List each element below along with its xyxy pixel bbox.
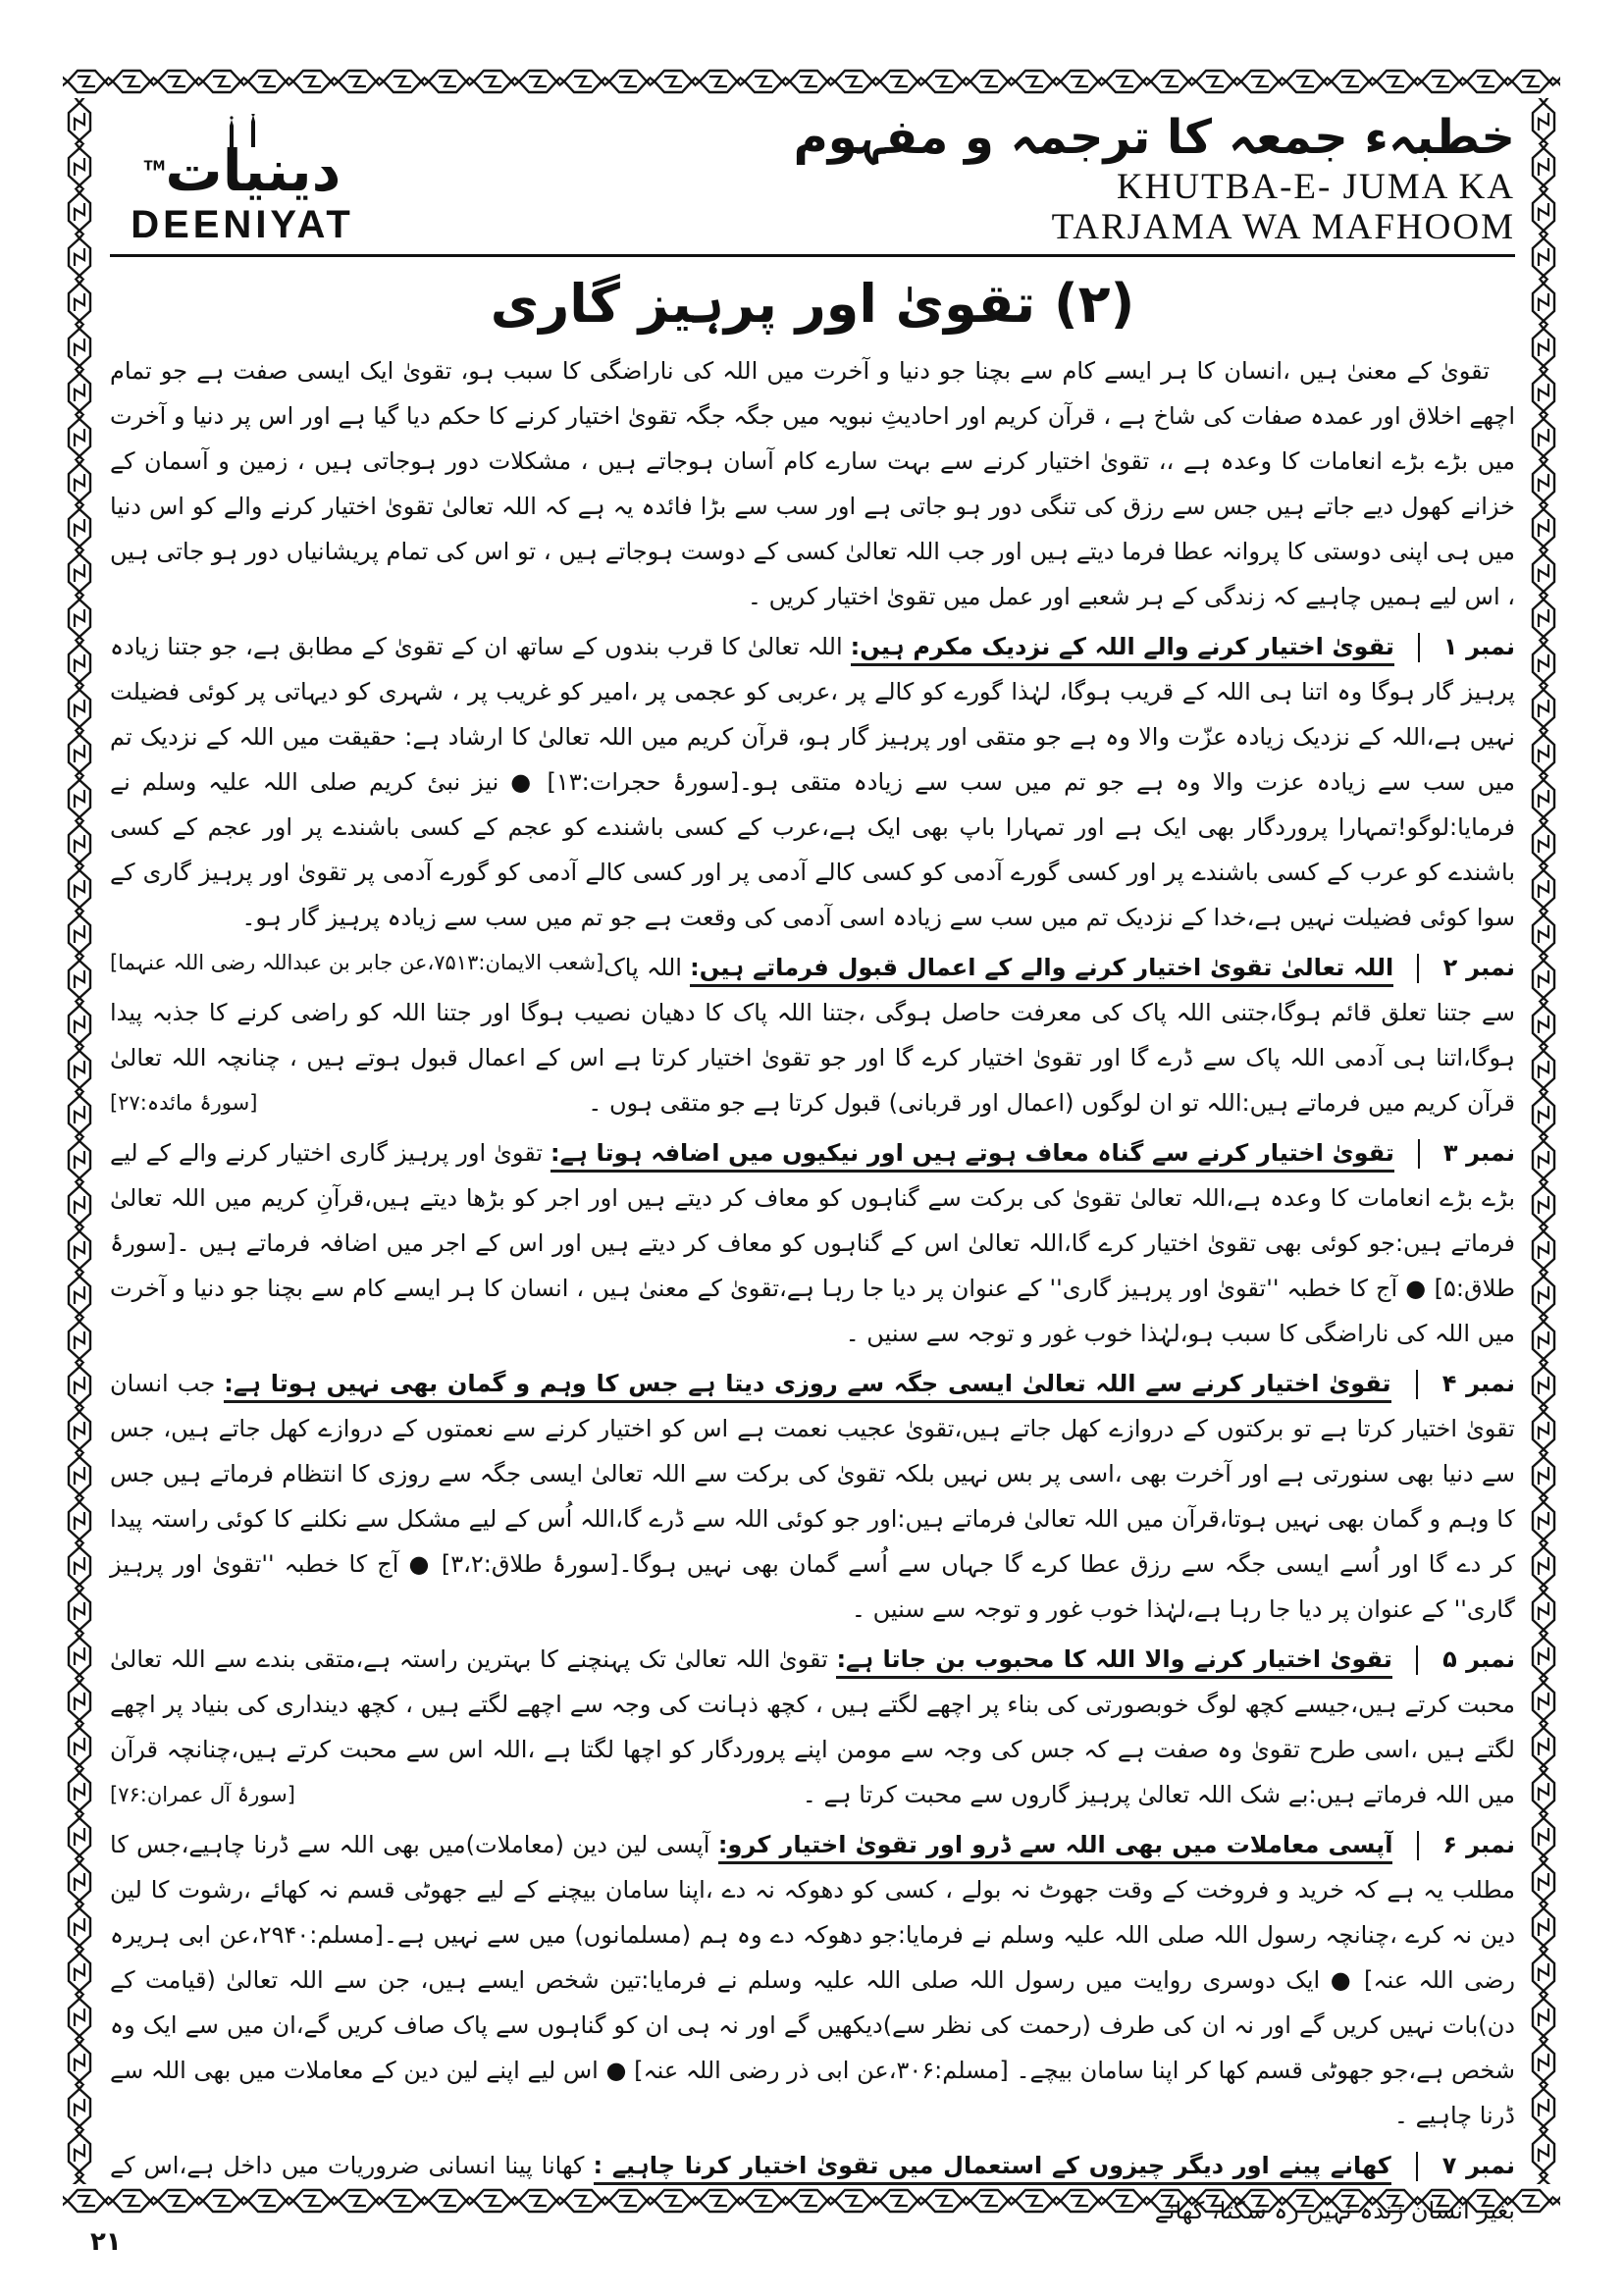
section-number: نمبر ۶ (1442, 1830, 1515, 1858)
section-number: نمبر ۴ (1441, 1369, 1516, 1397)
section-body: اللہ تعالیٰ کا قرب بندوں کے ساتھ ان کے تقویٰ کے مطابق ہے، جو جتنا زیادہ پرہیز گار ہوگا وہ اتنا ہی اللہ کے قریب ہوگا، لہٰذا گورے کو کالے پر ،عربی کو عجمی پر ،امیر کو غریب پر ، شہری کو دیہاتی پر کوئی فضیلت نہیں ہے،اللہ کے نزدیک زیادہ عزّت والا وہ ہے جو متقی اور پرہیز گار ہو، قرآن کریم میں اللہ تعالیٰ کا ارشاد ہے: حقیقت میں اللہ کے نزدیک تم میں سب سے زیادہ عزت والا وہ ہے جو تم میں سب سے زیادہ متقی ہو۔[سورۂ حجرات:۱۳] ● نیز نبیٔ کریم صلی اللہ علیہ وسلم نے فرمایا:لوگو!تمہارا پروردگار بھی ایک ہے اور تمہارا باپ بھی ایک ہے،عرب کے کسی باشندے کو عجم کے کسی باشندے پر اور عجم کے کسی باشندے کو عرب کے کسی باشندے پر اور کسی گورے آدمی کو کسی کالے آدمی پر اور کسی کالے آدمی کو گورے آدمی پر تقویٰ اور پرہیز گاری کے سوا کوئی فضیلت نہیں ہے،خدا کے نزدیک تم میں سب سے زیادہ اسی آدمی کی وقعت ہے جو تم میں سب سے زیادہ پرہیز گار ہو۔ (110, 632, 1515, 931)
english-title-line2: TARJAMA WA MAFHOOM (1051, 207, 1515, 248)
chain-border-right (1527, 98, 1560, 2184)
section-body: جب انسان تقویٰ اختیار کرتا ہے تو برکتوں کے دروازے کھل جاتے ہیں،تقویٰ عجیب نعمت ہے اس کو اختیار کرنے سے نعمتوں کے دروازے کھل جاتے ہیں، جس سے دنیا بھی سنورتی ہے اور آخرت بھی ،اسی پر بس نہیں بلکہ تقویٰ کی برکت سے اللہ تعالیٰ ایسی جگہ سے روزی کا انتظام فرماتے ہیں جس کا وہم و گمان بھی نہیں ہوتا،قرآن میں اللہ تعالیٰ فرماتے ہیں:اور جو کوئی اللہ سے ڈرے گا،اللہ اُس کے لیے مشکل سے نکلنے کا کوئی راستہ پیدا کر دے گا اور اُسے ایسی جگہ سے رزق عطا کرے گا جہاں سے اُسے گمان بھی نہیں ہوگا۔[سورۂ طلاق:۳،۲] ● آج کا خطبہ ''تقویٰ اور پرہیز گاری'' کے عنوان پر دیا جا رہا ہے،لہٰذا خوب غور و توجہ سے سنیں ۔ (110, 1369, 1516, 1623)
section-number-divider (1418, 1139, 1420, 1169)
section-reference: [سورۂ مائدہ:۲۷] (110, 1090, 258, 1115)
section-heading: تقویٰ اختیار کرنے والا اللہ کا محبوب بن جاتا ہے: (836, 1645, 1391, 1679)
page-number: ۲۱ (90, 2227, 122, 2257)
sections-list (110, 624, 1515, 2233)
header (110, 106, 1515, 248)
section-body: تقویٰ اور پرہیز گاری اختیار کرنے والے کے لیے بڑے بڑے انعامات کا وعدہ ہے،اللہ تعالیٰ تقویٰ کی برکت سے گناہوں کو معاف کر دیتے ہیں اور اجر کو بڑھا دیتے ہیں،قرآنِ کریم میں اللہ تعالیٰ فرماتے ہیں:جو کوئی بھی تقویٰ اختیار کرے گا،اللہ تعالیٰ اس کے گناہوں کو معاف کر دیتے ہیں اور اس کے اجر میں اضافہ فرماتے ہیں ۔[سورۂ طلاق:۵] ● آج کا خطبہ ''تقویٰ اور پرہیز گاری'' کے عنوان پر دیا جا رہا ہے،تقویٰ کے معنیٰ ہیں ، انسان کا ہر ایسے کام سے بچنا جو دنیا و آخرت میں اللہ کی ناراضگی کا سبب ہو،لہٰذا خوب غور و توجہ سے سنیں ۔ (110, 1138, 1515, 1347)
section-body: تقویٰ اللہ تعالیٰ تک پہنچنے کا بہترین راستہ ہے،متقی بندے سے اللہ تعالیٰ محبت کرتے ہیں،جیسے کچھ لوگ خوبصورتی کی بناء پر اچھے لگتے ہیں ، کچھ ذہانت کی وجہ سے اچھے لگتے ہیں ، کچھ دینداری کی بنیاد پر اچھے لگتے ہیں ،اسی طرح تقویٰ وہ صفت ہے کہ جس کی وجہ سے مومن اپنے پروردگار کو اچھا لگتا ہے ،اللہ اس سے محبت کرتے ہیں،چنانچہ قرآن میں اللہ فرماتے ہیں:بے شک اللہ تعالیٰ پرہیز گاروں سے محبت کرتا ہے ۔ (110, 1644, 1515, 1808)
section-number: نمبر ۱ (1442, 632, 1515, 660)
intro-paragraph: تقویٰ کے معنیٰ ہیں ،انسان کا ہر ایسے کام سے بچنا جو دنیا و آخرت میں اللہ کی ناراضگی کا سبب ہو، تقویٰ ایک ایسی صفت ہے جو تمام اچھے اخلاق اور عمدہ صفات کی شاخ ہے ، قرآن کریم اور احادیثِ نبویہ میں جگہ جگہ تقویٰ اختیار کرنے کا حکم دیا گیا ہے اور اس پر دنیا و آخرت میں بڑے بڑے انعامات کا وعدہ ہے ،، تقویٰ اختیار کرنے سے بہت سارے کام آسان ہوجاتے ہیں ، مشکلات دور ہوجاتی ہیں ، زمین و آسمان کے خزانے کھول دیے جاتے ہیں جس سے رزق کی تنگی دور ہو جاتی ہے اور سب سے بڑا فائدہ یہ ہے کہ اللہ تعالیٰ تقویٰ اختیار کرنے والے کو اس دنیا میں ہی اپنی دوستی کا پروانہ عطا فرما دیتے ہیں اور جب اللہ تعالیٰ کسی کے دوست ہوجاتے ہیں ، تو اس کی تمام پریشانیاں دور ہو جاتی ہیں ، اس لیے ہمیں چاہیے کہ زندگی کے ہر شعبے اور عمل میں تقویٰ اختیار کریں ۔ (110, 356, 1516, 610)
deeniyat-logo (110, 106, 375, 244)
header-titles (375, 106, 1515, 248)
section (110, 2143, 1515, 2233)
section-number: نمبر ۲ (1442, 953, 1516, 981)
section (110, 1361, 1515, 1632)
section-heading: تقویٰ اختیار کرنے سے گناہ معاف ہوتے ہیں اور نیکیوں میں اضافہ ہوتا ہے: (550, 1139, 1394, 1173)
section-number-divider (1418, 633, 1420, 662)
trademark-symbol: TM (143, 159, 166, 175)
section-heading: تقویٰ اختیار کرنے سے اللہ تعالیٰ ایسی جگہ سے روزی دیتا ہے جس کا وہم و گمان بھی نہیں ہوتا ہے: (224, 1370, 1390, 1403)
section-heading: آپسی معاملات میں بھی اللہ سے ڈرو اور تقویٰ اختیار کرو: (718, 1831, 1393, 1864)
section-heading: اللہ تعالیٰ تقویٰ اختیار کرنے والے کے اعمال قبول فرماتے ہیں: (690, 954, 1393, 987)
section (110, 1822, 1515, 2138)
header-divider (110, 254, 1515, 257)
page-content (110, 106, 1515, 2238)
khutba-title: (۲) تقویٰ اور پرہیز گاری (490, 272, 1135, 335)
section (110, 1637, 1515, 1817)
logo-urdu-wordmark: دینیات™ (143, 137, 341, 204)
english-title-line1: KHUTBA-E- JUMA KA (1116, 167, 1515, 207)
section-heading: کھانے پینے اور دیگر چیزوں کے استعمال میں تقویٰ اختیار کرنا چاہیے : (594, 2152, 1391, 2185)
section-body: کھانا پینا انسانی ضروریات میں داخل ہے،اس کے بغیر انسان زندہ نہیں رہ سکتا، کھانے (110, 2151, 1515, 2224)
section-number: نمبر ۷ (1441, 2151, 1516, 2179)
section-reference: [شعب الایمان:۷۵۱۳،عن جابر بن عبداللہ رضی اللہ عنہما] (110, 950, 604, 974)
section-number-divider (1416, 1370, 1418, 1399)
section-number: نمبر ۳ (1442, 1138, 1515, 1167)
section-number-divider (1416, 1645, 1418, 1675)
section-reference: [سورۂ آل عمران:۷۶] (110, 1782, 295, 1806)
calligraphy-title: خطبہء جمعہ کا ترجمہ و مفہوم (793, 110, 1515, 165)
logo-latin-wordmark: DEENIYAT (131, 202, 354, 246)
chain-border-top (63, 65, 1560, 98)
section (110, 1130, 1515, 1356)
section-body: اللہ پاک سے جتنا تعلق قائم ہوگا،جتنی اللہ پاک کی معرفت حاصل ہوگی ،جتنا اللہ پاک کا دھیان نصیب ہوگا اور جتنا اللہ کو راضی کرنے کا جذبہ پیدا ہوگا،اتنا ہی آدمی اللہ پاک سے ڈرے گا اور تقویٰ اختیار کرے گا اور جو تقویٰ اختیار کرتا ہے اس کے اعمال قبول ہوتے ہیں ، چنانچہ اللہ تعالیٰ قرآن کریم میں فرماتے ہیں:اللہ تو ان لوگوں (اعمال اور قربانی) قبول کرتا ہے جو متقی ہوں ۔ (110, 953, 1515, 1117)
chain-border-left (63, 98, 96, 2184)
section-number-divider (1417, 1831, 1419, 1860)
section-number-divider (1416, 2152, 1418, 2181)
section-number: نمبر ۵ (1442, 1644, 1515, 1673)
section-body: آپسی لین دین (معاملات)میں بھی اللہ سے ڈرنا چاہیے،جس کا مطلب یہ ہے کہ خرید و فروخت کے وقت جھوٹ نہ بولے ، کسی کو دھوکہ نہ دے ،اپنا سامان بیچنے کے لیے جھوٹی قسم نہ کھائے ،رشوت کا لین دین نہ کرے ،چنانچہ رسول اللہ صلی اللہ علیہ وسلم نے فرمایا:جو دھوکہ دے وہ ہم (مسلمانوں) میں سے نہیں ہے۔[مسلم:۲۹۴۰،عن ابی ہریرہ رضی اللہ عنہ] ● ایک دوسری روایت میں رسول اللہ صلی اللہ علیہ وسلم نے فرمایا:تین شخص ایسے ہیں، جن سے اللہ تعالیٰ (قیامت کے دن)بات نہیں کریں گے اور نہ ان کی طرف (رحمت کی نظر سے)دیکھیں گے اور نہ ہی ان کو گناہوں سے پاک صاف کریں گے،ان میں سے ایک وہ شخص ہے،جو جھوٹی قسم کھا کر اپنا سامان بیچے۔ [مسلم:۳۰۶،عن ابی ذر رضی اللہ عنہ] ● اس لیے اپنے لین دین کے معاملات میں بھی اللہ سے ڈرنا چاہیے ۔ (110, 1830, 1516, 2129)
section-heading: تقویٰ اختیار کرنے والے اللہ کے نزدیک مکرم ہیں: (851, 633, 1394, 666)
section-number-divider (1417, 954, 1419, 983)
